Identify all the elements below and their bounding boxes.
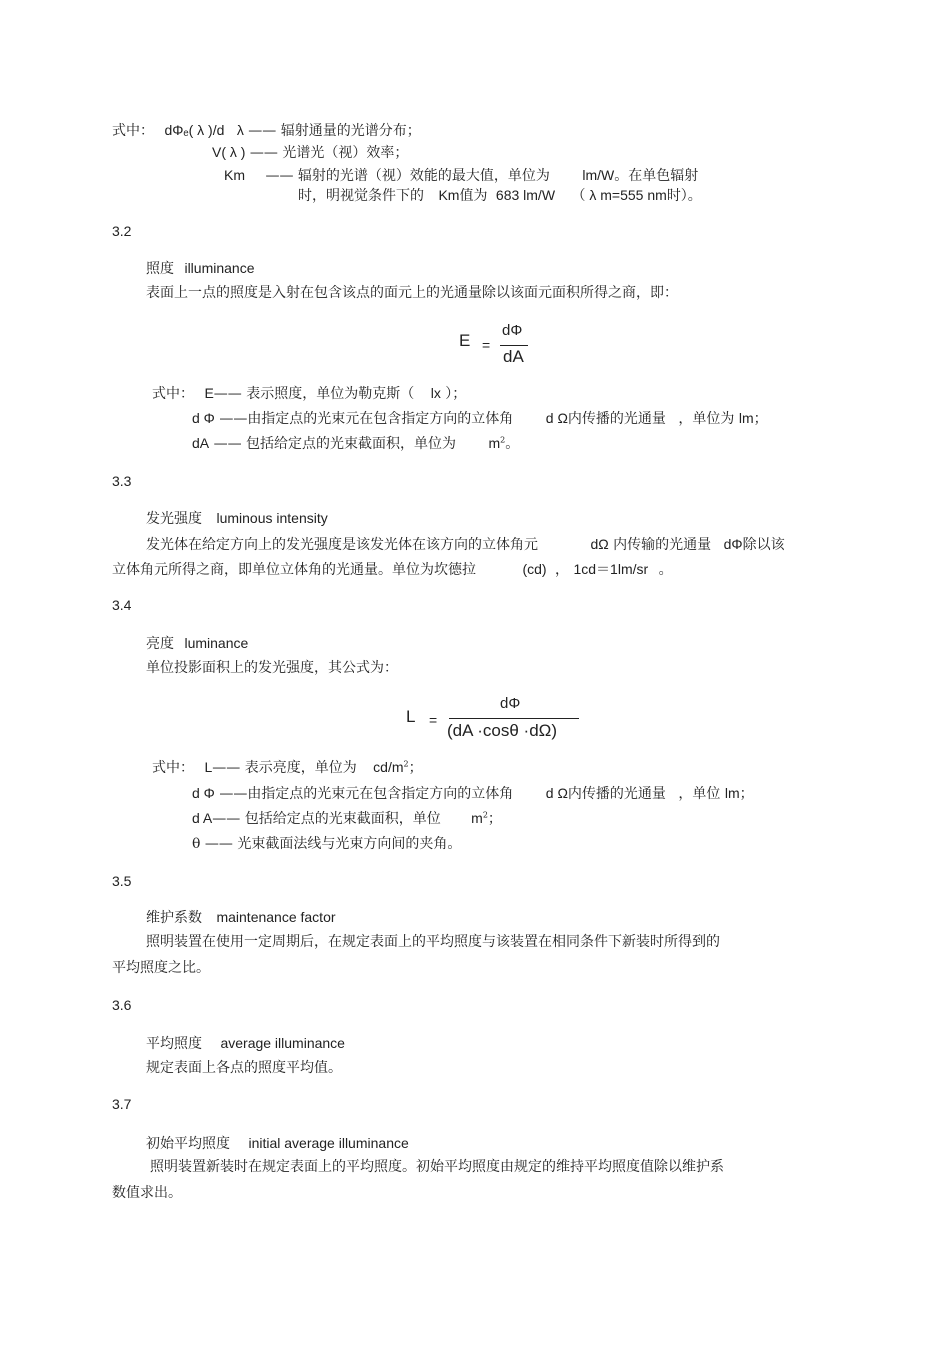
- section-number-3-5: 3.5: [112, 873, 132, 889]
- formula-equals: =: [429, 712, 438, 728]
- where-desc: —— 辐射的光谱（视）效能的最大值，单位为: [265, 168, 550, 184]
- where-line-dphi: [192, 784, 754, 803]
- definition-text: 立体角元所得之商，即单位立体角的光通量。单位为坎德拉: [112, 562, 476, 578]
- wavelength-condition: （ λ m=555 nm: [571, 187, 667, 203]
- where-desc: 。在单色辐射: [614, 168, 699, 184]
- where-desc: ——由指定点的光束元在包含指定方向的立体角: [219, 411, 514, 427]
- symbol: dΩ: [590, 536, 609, 552]
- symbol: d A: [192, 810, 213, 826]
- definition: 规定表面上各点的照度平均值。: [146, 1060, 342, 1076]
- unit: (cd): [522, 561, 547, 577]
- unit-exponent: 2: [482, 810, 488, 820]
- where-desc: 内传播的光通量: [567, 411, 666, 427]
- formula-numerator: dΦ: [502, 322, 523, 339]
- where-desc: 时）。: [666, 188, 702, 204]
- symbol: d Φ: [192, 785, 215, 801]
- where-desc: ；: [487, 811, 502, 827]
- unit: cd/m: [373, 759, 404, 775]
- definition-line-2: 平均照度之比。: [112, 960, 210, 976]
- section-number-3-4: 3.4: [112, 597, 132, 613]
- symbol: d Φ: [192, 410, 215, 426]
- unit-equation: 1cd＝1lm/sr: [573, 561, 649, 577]
- where-desc: ——由指定点的光束元在包含指定方向的立体角: [219, 786, 514, 802]
- where-line-2: [212, 143, 408, 162]
- definition-text: 内传输的光通量: [613, 537, 712, 553]
- unit: lm: [738, 410, 754, 426]
- term-heading-average-illuminance: [146, 1034, 345, 1053]
- where-desc: 。: [505, 436, 520, 452]
- definition-line-1: 照明装置在使用一定周期后，在规定表面上的平均照度与该装置在相同条件下新装时所得到的: [146, 934, 720, 950]
- term-heading-luminance: [146, 634, 248, 653]
- section-number-3-6: 3.6: [112, 997, 132, 1013]
- symbol: d Ω: [545, 410, 568, 426]
- where-desc: —— 光谱光（视）效率；: [249, 145, 409, 161]
- formula-denominator: dA: [503, 347, 524, 366]
- km-value: 683 lm/W: [495, 187, 556, 203]
- definition-text: 。: [658, 562, 673, 578]
- where-line-dphi: [192, 409, 768, 428]
- unit: lm: [724, 785, 740, 801]
- definition: 单位投影面积上的发光强度，其公式为：: [146, 660, 398, 676]
- lambda-symbol: λ: [236, 122, 244, 138]
- where-line-4: [298, 186, 702, 205]
- term-en: maintenance factor: [216, 909, 336, 925]
- fraction-bar: [449, 718, 579, 719]
- term-cn: 初始平均照度: [146, 1136, 230, 1152]
- where-desc: 值为: [459, 188, 488, 204]
- where-desc: —— 表示亮度，单位为: [212, 760, 357, 776]
- where-desc: —— 表示照度，单位为勒克斯（: [213, 386, 415, 402]
- where-line-1: [112, 121, 421, 140]
- term-cn: 平均照度: [146, 1036, 202, 1052]
- km-symbol: Km: [438, 187, 460, 203]
- term-cn: 维护系数: [146, 910, 202, 926]
- unit: m: [488, 435, 501, 451]
- symbol: dΦ: [723, 536, 743, 552]
- definition-text: 发光体在给定方向上的发光强度是该发光体在该方向的立体角元: [146, 537, 538, 553]
- definition-text: 除以该: [742, 537, 785, 553]
- term-cn: 发光强度: [146, 511, 202, 527]
- symbol: θ: [192, 836, 201, 852]
- where-prefix: 式中：: [152, 386, 194, 402]
- where-line-theta: [192, 835, 461, 853]
- where-line-da: [192, 434, 519, 453]
- symbol: d Ω: [545, 785, 568, 801]
- where-desc: ；: [753, 411, 768, 427]
- where-desc: ，单位为: [678, 411, 735, 427]
- definition-line-1: 照明装置新装时在规定表面上的平均照度。初始平均照度由规定的维持平均照度值除以维护系: [150, 1159, 724, 1175]
- term-en: initial average illuminance: [248, 1135, 409, 1151]
- unit-exponent: 2: [500, 435, 506, 445]
- where-prefix: 式中：: [152, 760, 194, 776]
- section-number-3-3: 3.3: [112, 473, 132, 489]
- section-number-3-2: 3.2: [112, 223, 132, 239]
- where-desc: ，单位: [678, 786, 721, 802]
- unit-lmw: lm/W: [582, 167, 615, 183]
- where-line-e: [152, 384, 466, 403]
- where-prefix: 式中：: [112, 123, 154, 139]
- term-heading-initial-average-illuminance: [146, 1134, 409, 1153]
- term-en: average illuminance: [220, 1035, 345, 1051]
- term-en: luminous intensity: [216, 510, 328, 526]
- unit-exponent: 2: [403, 759, 409, 769]
- where-desc: —— 辐射通量的光谱分布；: [248, 123, 421, 139]
- where-desc: ；: [408, 760, 423, 776]
- formula-lhs: E: [459, 331, 471, 350]
- where-line-da: [192, 809, 502, 828]
- where-desc: ）；: [445, 386, 467, 402]
- definition-line-1: [146, 535, 785, 554]
- section-number-3-7: 3.7: [112, 1096, 132, 1112]
- term-cn: 亮度: [146, 636, 174, 652]
- symbol: L: [204, 759, 213, 775]
- term-heading-maintenance-factor: [146, 908, 336, 927]
- where-desc: ；: [739, 786, 754, 802]
- where-line-3: [224, 166, 698, 185]
- formula-numerator: dΦ: [500, 695, 521, 712]
- where-desc: —— 包括给定点的光束截面积，单位: [212, 811, 441, 827]
- unit: m: [471, 810, 483, 826]
- symbol: dA: [192, 435, 210, 451]
- where-line-l: [152, 758, 423, 777]
- unit: lx: [430, 385, 441, 401]
- term-cn: 照度: [146, 261, 174, 277]
- definition-line-2: 数值求出。: [112, 1185, 182, 1201]
- fraction-bar: [500, 345, 528, 346]
- formula-lhs: L: [406, 707, 416, 726]
- where-desc: —— 光束截面法线与光束方向间的夹角。: [204, 836, 462, 852]
- formula-equals: =: [482, 337, 491, 353]
- definition: 表面上一点的照度是入射在包含该点的面元上的光通量除以该面元面积所得之商，即：: [146, 285, 678, 301]
- definition-text: ，: [555, 562, 570, 578]
- symbol: E: [204, 385, 214, 401]
- term-en: luminance: [184, 635, 249, 651]
- term-heading-luminous-intensity: [146, 509, 328, 528]
- spectral-distribution-symbol: dΦₑ( λ )/d: [164, 122, 225, 138]
- v-lambda-symbol: V( λ ): [212, 144, 246, 160]
- definition-line-2: [112, 560, 673, 579]
- where-desc: —— 包括给定点的光束截面积，单位为: [213, 436, 457, 452]
- where-desc: 时，明视觉条件下的: [298, 188, 424, 204]
- km-symbol: Km: [224, 167, 245, 183]
- term-en: illuminance: [184, 260, 255, 276]
- where-desc: 内传播的光通量: [567, 786, 666, 802]
- formula-denominator: (dA ·cosθ ·dΩ): [447, 721, 558, 740]
- term-heading-illuminance: [146, 259, 255, 278]
